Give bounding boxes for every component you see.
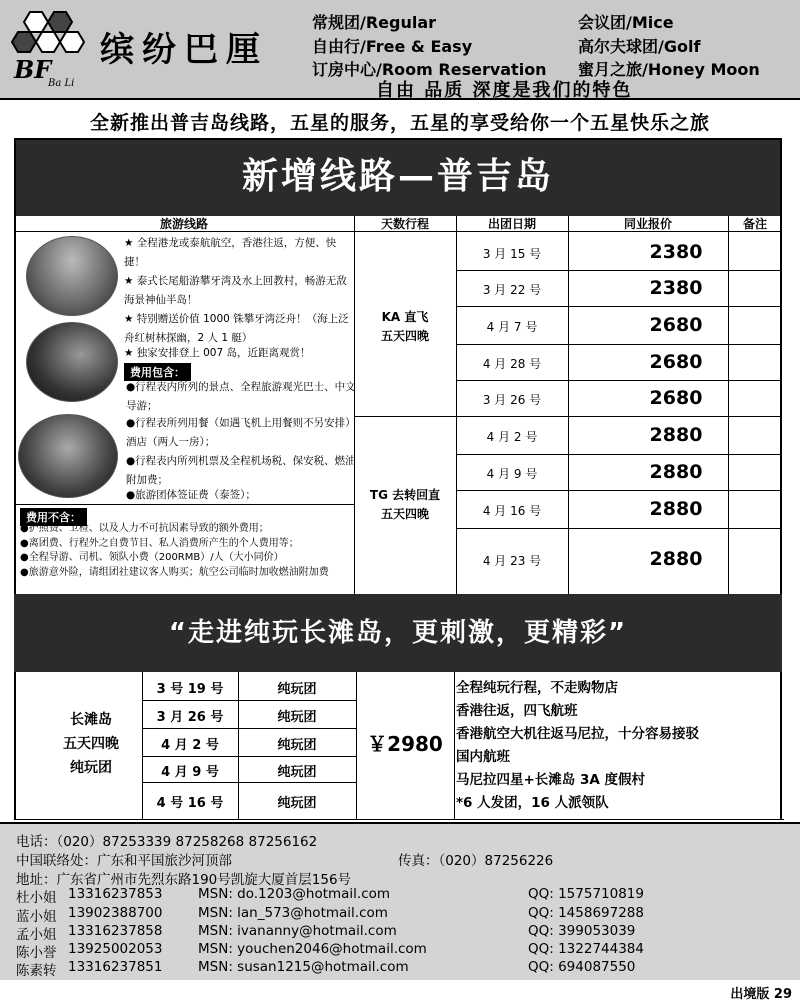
header-duration: 天数行程 [354,216,456,232]
grid-line [142,782,356,783]
page-label: 出境版 29 [730,987,792,1000]
contact-phone: 13925002053 [68,941,163,957]
contact-name: 陈小誉 [16,945,57,961]
contact-phone: 13316237858 [68,923,163,939]
excludes-label: 费用不含： [20,508,87,526]
slogan: 自由 品质 深度是我们的特色 [376,80,633,101]
header-remark: 备注 [728,216,782,232]
departure-date: 4 月 9 号 [486,467,538,481]
boracay-date: 4 月 9 号 [161,765,219,780]
service-golf: 高尔夫球团/Golf [578,37,701,56]
logo-sub: Ba Li [48,78,75,89]
highlight-3: ★ 特别赠送价值 1000 铢攀牙湾泛舟！（海上泛舟红树林探幽，2 人 1 艇） [124,313,349,344]
contact-qq: QQ: 1458697288 [528,905,644,921]
contact-name: 陈素转 [16,963,57,979]
duration-airline: KA 直飞 [381,310,429,324]
phone-line: 电话：（020）87253339 87258268 87256162 [16,834,318,850]
price: 2380 [649,241,703,263]
price: 2680 [649,351,703,373]
boracay-feature: 国内航班 [456,749,510,765]
promo-line: 全新推出普吉岛线路，五星的服务，五星的享受给你一个五星快乐之旅 [89,112,710,134]
grid-line [142,756,356,757]
boracay-type: 纯玩团 [277,796,317,811]
departure-date: 3 月 22 号 [482,283,542,297]
header-price: 同业报价 [568,216,728,232]
departure-date: 3 月 15 号 [482,247,542,261]
exclude-item: ●旅游意外险，请组团社建议客人购买；航空公司临时加收燃油附加费 [20,566,329,578]
contact-msn: MSN: do.1203@hotmail.com [198,886,391,902]
exclude-item: ●护照费、卫检、以及人力不可抗因素导致的额外费用； [20,523,269,534]
office-line: 中国联络处：广东和平国旅沙河顶部 [16,853,232,869]
price: 2880 [649,461,703,483]
header [0,0,800,100]
header-route: 旅游线路 [14,216,354,232]
boracay-date: 4 月 2 号 [161,738,219,753]
exclude-item: ●离团费、行程外之自费节目、私人消费所产生的个人费用等； [20,537,299,549]
boracay-type: 纯玩团 [277,738,317,753]
highlight-1: ★ 全程港龙或泰航航空，香港往返，方便、快捷！ [124,237,337,268]
include-item: ●行程表内所列机票及全程机场税、保安税、燃油附加费； [126,455,356,486]
price: 2680 [649,387,703,409]
include-item: ●旅游团体签证费（泰签）； [126,489,256,501]
contact-footer [0,822,800,980]
boracay-type: 纯玩团 [277,765,317,780]
contact-msn: MSN: susan1215@hotmail.com [198,959,409,975]
boracay-type: 纯玩团 [277,682,317,697]
contact-qq: QQ: 694087550 [528,959,636,975]
price: 2380 [649,277,703,299]
departure-date: 4 月 7 号 [486,320,538,334]
price: 2880 [649,498,703,520]
logo-icon [8,8,88,92]
boracay-date: 3 号 19 号 [156,682,224,697]
grid-line [16,819,784,820]
boracay-feature: 香港航空大机往返马尼拉，十分容易接驳 [456,726,699,742]
grid-line [142,728,356,729]
contact-msn: MSN: lan_573@hotmail.com [198,905,388,921]
highlight-2: ★ 泰式长尾船游攀牙湾及水上回教村，畅游无敌海景神仙半岛！ [124,275,347,306]
contact-name: 孟小姐 [16,927,57,943]
service-regular: 常规团/Regular [312,13,437,32]
grid-line [142,700,356,701]
highlight-4: ★ 独家安排登上 007 岛，近距离观赏！ [124,347,311,359]
header-date: 出团日期 [456,216,568,232]
departure-date: 4 月 23 号 [482,554,542,568]
boracay-type: 纯玩团 [277,710,317,725]
boracay-table [14,672,782,820]
boracay-date: 3 月 26 号 [156,710,224,725]
departure-date: 4 月 16 号 [482,504,542,518]
contact-phone: 13316237853 [68,886,163,902]
departure-date: 3 月 26 号 [482,393,542,407]
boracay-slogan: “走进纯玩长滩岛，更刺激，更精彩” [14,594,782,672]
phuket-frame [14,138,782,672]
duration-days: 五天四晚 [380,329,429,343]
boracay-price: ￥2980 [367,732,443,756]
price: 2880 [649,548,703,570]
contact-qq: QQ: 1575710819 [528,886,644,902]
contact-qq: QQ: 399053039 [528,923,636,939]
includes-label: 费用包含： [124,363,191,381]
boracay-feature: *6 人发团，16 人派领队 [456,795,609,811]
departure-date: 4 月 2 号 [486,430,538,444]
boracay-name-line: 长滩岛 [70,712,112,728]
departure-date: 4 月 28 号 [482,357,542,371]
include-item: ●行程表所列用餐（如遇飞机上用餐则不另安排）酒店（两人一房）； [126,417,356,448]
boracay-name [36,708,146,780]
service-free-easy: 自由行/Free & Easy [312,37,473,56]
brand-name: 缤纷巴厘 [100,30,268,70]
boracay-feature: 香港往返，四飞航班 [456,703,578,719]
service-room-reservation: 订房中心/Room Reservation [312,60,547,79]
price: 2880 [649,424,703,446]
logo-initials: BF [14,55,52,84]
contact-phone: 13316237851 [68,959,163,975]
boracay-feature: 全程纯玩行程，不走购物店 [456,680,618,696]
duration-days: 五天四晚 [380,507,429,521]
duration-airline: TG 去转回直 [369,488,441,502]
boracay-name-line: 五天四晚 [63,736,119,752]
service-honeymoon: 蜜月之旅/Honey Moon [578,60,760,79]
contact-name: 蓝小姐 [16,909,57,925]
include-item: ●行程表内所列的景点、全程旅游观光巴士、中文导游； [126,381,356,412]
address-line: 地址：广东省广州市先烈东路190号凯旋大厦首层156号 [16,872,352,888]
contact-qq: QQ: 1322744384 [528,941,644,957]
contact-msn: MSN: youchen2046@hotmail.com [198,941,427,957]
exclude-item: ●全程导游、司机、领队小费（200RMB）/人（大小同价） [20,552,284,563]
boracay-name-line: 纯玩团 [70,760,112,776]
boracay-date: 4 号 16 号 [156,796,224,811]
contact-phone: 13902388700 [68,905,163,921]
contact-msn: MSN: ivananny@hotmail.com [198,923,397,939]
phuket-title: 新增线路—普吉岛 [14,138,782,216]
price: 2680 [649,314,703,336]
fax-line: 传真：（020）87256226 [398,853,554,869]
service-mice: 会议团/Mice [578,13,674,32]
contact-name: 杜小姐 [16,890,57,906]
grid-line [454,672,455,820]
boracay-feature: 马尼拉四星+长滩岛 3A 度假村 [456,772,646,788]
